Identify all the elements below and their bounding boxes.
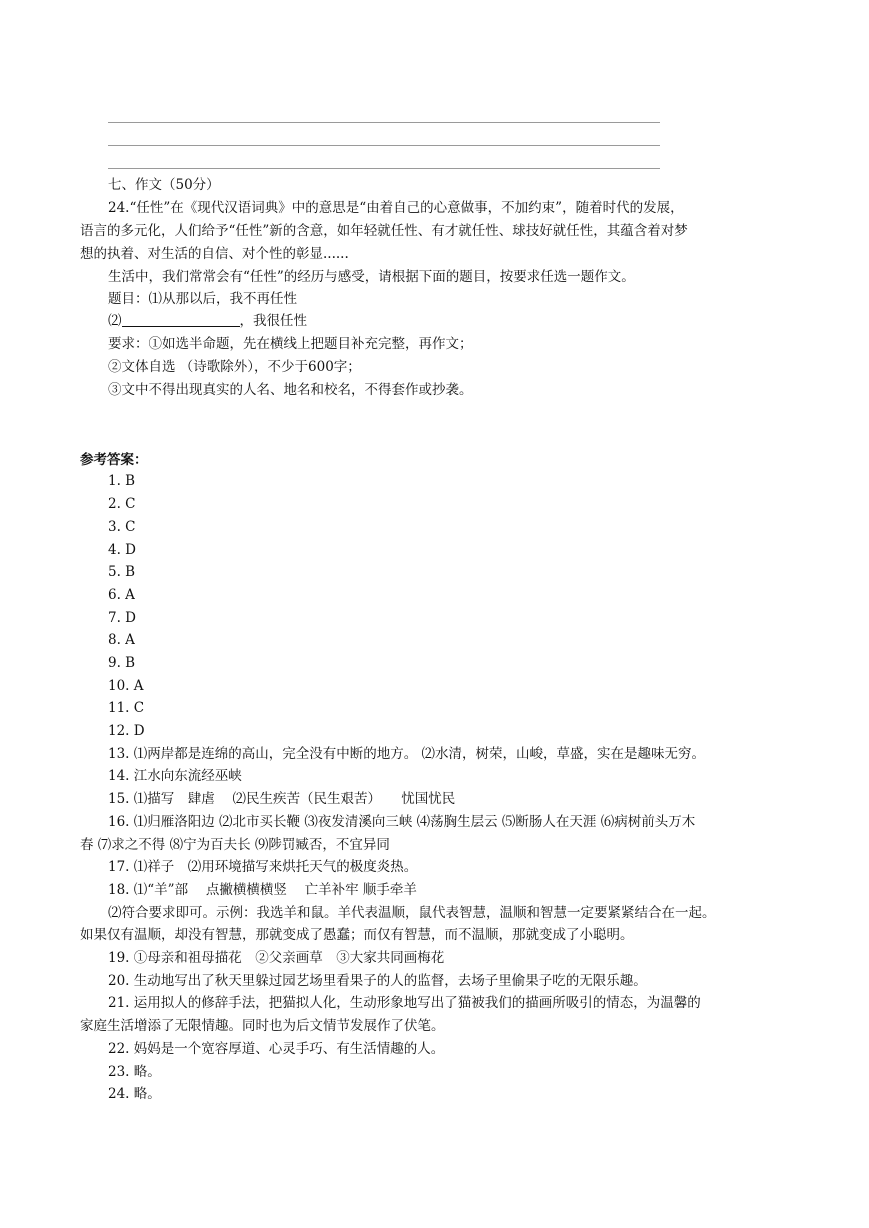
- writing-prompt: 生活中，我们常常会有“任性”的经历与感受，请根据下面的题目，按要求任选一题作文。: [108, 269, 635, 285]
- answer-item: 19. ①母亲和祖母描花 ②父亲画草 ③大家共同画梅花: [108, 950, 445, 966]
- answer-item: ⑵符合要求即可。示例：我选羊和鼠。羊代表温顺，鼠代表智慧，温顺和智慧一定要紧紧结合在一起。: [108, 905, 716, 921]
- question-24-line: 想的执着、对生活的自信、对个性的彰显......: [80, 246, 349, 262]
- answer-item: 24. 略。: [108, 1086, 161, 1102]
- answer-item: 8. A: [108, 632, 135, 648]
- answer-item: 16. ⑴归雁洛阳边 ⑵北市买长鞭 ⑶夜发清溪向三峡 ⑷荡胸生层云 ⑸断肠人在天涯 ⑹病树前头万木: [108, 814, 696, 830]
- answer-item: 7. D: [108, 610, 136, 626]
- answer-item: 9. B: [108, 655, 136, 671]
- answer-rule-line: [108, 145, 660, 146]
- answer-item: 14. 江水向东流经巫峡: [108, 768, 242, 784]
- answer-item: 11. C: [108, 700, 145, 716]
- requirement: ③文中不得出现真实的人名、地名和校名，不得套作或抄袭。: [108, 382, 473, 398]
- requirement: 要求：①如选半命题，先在横线上把题目补充完整，再作文；: [108, 336, 473, 352]
- answer-item: 12. D: [108, 723, 145, 739]
- fill-in-blank: [122, 312, 240, 327]
- section-heading: 七、作文（50分）: [108, 177, 220, 193]
- answer-item: 3. C: [108, 519, 136, 535]
- answer-item-continued: 家庭生活增添了无限情趣。同时也为后文情节发展作了伏笔。: [80, 1018, 445, 1034]
- answer-item: 23. 略。: [108, 1064, 161, 1080]
- answer-item: 17. ⑴祥子 ⑵用环境描写来烘托天气的极度炎热。: [108, 859, 418, 875]
- answer-item: 20. 生动地写出了秋天里躲过园艺场里看果子的人的监督，去场子里偷果子吃的无限乐趣。: [108, 973, 647, 989]
- answer-item: 10. A: [108, 678, 144, 694]
- topic-2-prefix: ⑵: [108, 313, 122, 329]
- question-24-line: 24.“任性”在《现代汉语词典》中的意思是“由着自己的心意做事，不加约束”，随着时代的发展，: [108, 200, 684, 216]
- answer-item: 1. B: [108, 473, 136, 489]
- topic-2: [108, 312, 307, 330]
- answer-rule-line: [108, 168, 660, 169]
- topic-2-suffix: ，我很任性: [239, 313, 307, 329]
- answer-item-continued: 春 ⑺求之不得 ⑻宁为百夫长 ⑼陟罚臧否，不宜异同: [80, 837, 390, 853]
- question-24-line: 语言的多元化，人们给予“任性”新的含意，如年轻就任性、有才就任性、球技好就任性，其蕴含着对梦: [80, 223, 688, 239]
- answer-item: 5. B: [108, 564, 136, 580]
- answer-item: 18. ⑴“羊”部 点撇横横横竖 亡羊补牢 顺手牵羊: [108, 882, 417, 898]
- answer-item: 2. C: [108, 496, 136, 512]
- requirement: ②文体自选 （诗歌除外），不少于600字；: [108, 359, 361, 375]
- answer-item-continued: 如果仅有温顺，却没有智慧，那就变成了愚蠢；而仅有智慧，而不温顺，那就变成了小聪明。: [80, 927, 634, 943]
- answer-item: 6. A: [108, 587, 135, 603]
- answer-rule-line: [108, 122, 660, 123]
- topic-1: 题目：⑴从那以后，我不再任性: [108, 291, 297, 307]
- answer-item: 21. 运用拟人的修辞手法，把猫拟人化，生动形象地写出了猫被我们的描画所吸引的情态，为温馨的: [108, 995, 701, 1011]
- answers-heading: 参考答案：: [80, 452, 148, 468]
- answer-item: 15. ⑴描写 肆虐 ⑵民生疾苦（民生艰苦） 忧国忧民: [108, 791, 456, 807]
- answer-item: 4. D: [108, 542, 136, 558]
- answer-item: 13. ⑴两岸都是连绵的高山，完全没有中断的地方。 ⑵水清，树荣，山峻，草盛，实在是趣味无穷。: [108, 746, 706, 762]
- answer-item: 22. 妈妈是一个宽容厚道、心灵手巧、有生活情趣的人。: [108, 1041, 445, 1057]
